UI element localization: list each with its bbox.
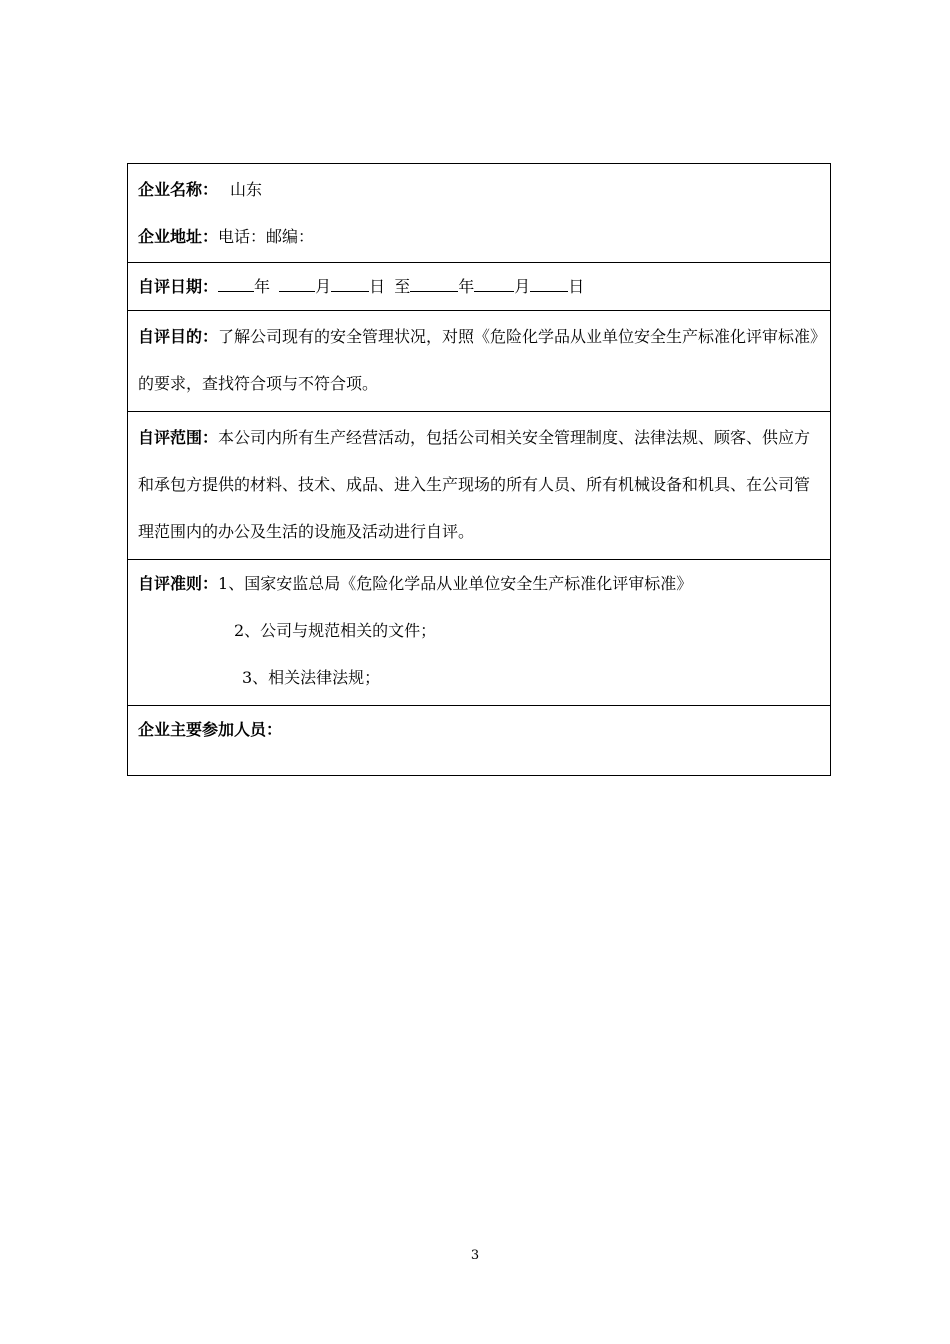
company-name-value: 山东 (230, 180, 263, 199)
company-address-value: 电话：邮编： (218, 227, 315, 246)
eval-date-row (128, 263, 830, 311)
company-name-line (138, 166, 820, 213)
criteria-line-1 (138, 560, 820, 607)
participants-row (128, 706, 830, 775)
blank-year-start (218, 277, 254, 292)
criteria-item-1: 1、国家安监总局《危险化学品从业单位安全生产标准化评审标准》 (218, 574, 693, 593)
company-address-line (138, 213, 820, 260)
purpose-row (128, 311, 830, 412)
criteria-label: 自评准则： (138, 574, 219, 593)
day-label-end: 日 (568, 277, 585, 296)
scope-paragraph (138, 412, 820, 559)
blank-year-end (410, 277, 458, 292)
company-info-row (128, 164, 830, 263)
day-label-start: 日 (369, 277, 386, 296)
criteria-item-3: 3、相关法律法规； (242, 668, 381, 687)
month-label-start: 月 (315, 277, 332, 296)
page-number: 3 (470, 1248, 480, 1263)
participants-line (138, 706, 820, 753)
criteria-line-2 (138, 607, 820, 654)
scope-text: 本公司内所有生产经营活动，包括公司相关安全管理制度、法律法规、顾客、供应方和承包方提供的材料、技术、成品、进入生产现场的所有人员、所有机械设备和机具、在公司管理范围内的办公及生活的设施及活动进行自评。 (138, 428, 811, 541)
purpose-text: 了解公司现有的安全管理状况，对照《危险化学品从业单位安全生产标准化评审标准》的要求，查找符合项与不符合项。 (138, 327, 819, 393)
scope-label: 自评范围： (138, 428, 219, 447)
participants-label: 企业主要参加人员： (138, 720, 283, 739)
blank-month-end (474, 277, 514, 292)
purpose-label: 自评目的： (138, 327, 219, 346)
scope-row (128, 412, 830, 560)
eval-date-line (138, 263, 820, 310)
to-label: 至 (394, 277, 411, 296)
blank-month-start (279, 277, 315, 292)
purpose-paragraph (138, 311, 820, 411)
eval-date-label: 自评日期： (138, 277, 219, 296)
company-address-label: 企业地址： (138, 227, 219, 246)
blank-day-end (530, 277, 568, 292)
criteria-row (128, 560, 830, 706)
year-label-end: 年 (458, 277, 475, 296)
self-evaluation-form (127, 163, 831, 776)
criteria-item-2: 2、公司与规范相关的文件； (234, 621, 437, 640)
blank-day-start (331, 277, 369, 292)
month-label-end: 月 (514, 277, 531, 296)
criteria-line-3 (138, 654, 820, 701)
year-label-start: 年 (254, 277, 271, 296)
company-name-label: 企业名称： (138, 180, 219, 199)
